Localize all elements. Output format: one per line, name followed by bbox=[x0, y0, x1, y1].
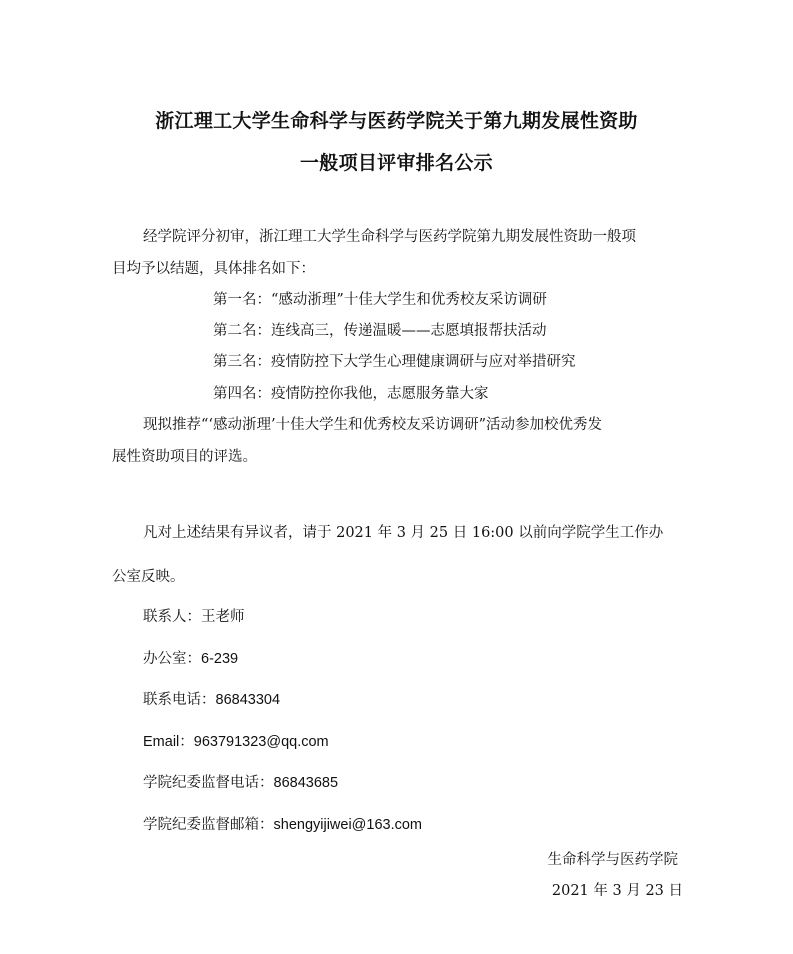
supervision-email-value[interactable]: shengyijiwei@163.com bbox=[273, 817, 423, 833]
contact-phone-label: 联系电话： bbox=[143, 692, 216, 708]
contact-office bbox=[143, 649, 238, 669]
contact-email-value[interactable]: 963791323@qq.com bbox=[193, 734, 329, 750]
ranking-item-1: 第一名：“感动浙理”十佳大学生和优秀校友采访调研 bbox=[213, 292, 547, 308]
contact-office-label: 办公室： bbox=[143, 651, 201, 667]
contact-person bbox=[143, 607, 245, 627]
supervision-phone-label: 学院纪委监督电话： bbox=[143, 775, 274, 791]
recommendation-line-1: 现拟推荐“‘感动浙理’十佳大学生和优秀校友采访调研”活动参加校优秀发 bbox=[143, 417, 603, 433]
recommendation-line-2: 展性资助项目的评选。 bbox=[112, 449, 257, 465]
contact-phone bbox=[143, 690, 280, 710]
ranking-item-2: 第二名：连线高三，传递温暖——志愿填报帮扶活动 bbox=[213, 323, 547, 339]
objection-notice-line-2: 公室反映。 bbox=[112, 569, 185, 585]
intro-paragraph-line-1: 经学院评分初审，浙江理工大学生命科学与医药学院第九期发展性资助一般项 bbox=[143, 229, 636, 245]
contact-email-label: Email： bbox=[143, 734, 194, 750]
intro-paragraph-line-2: 目均予以结题，具体排名如下： bbox=[112, 261, 315, 277]
contact-office-value: 6-239 bbox=[201, 651, 239, 667]
ranking-item-4: 第四名：疫情防控你我他，志愿服务靠大家 bbox=[213, 386, 489, 402]
contact-email bbox=[143, 732, 329, 752]
signature-organization: 生命科学与医药学院 bbox=[547, 852, 678, 868]
contact-phone-value: 86843304 bbox=[215, 692, 281, 708]
ranking-item-3: 第三名：疫情防控下大学生心理健康调研与应对举措研究 bbox=[213, 354, 576, 370]
contact-person-value: 王老师 bbox=[201, 609, 245, 625]
document-title-line-2: 一般项目评审排名公示 bbox=[299, 152, 493, 174]
signature-date: 2021 年 3 月 23 日 bbox=[551, 883, 683, 899]
document-title-line-1: 浙江理工大学生命科学与医药学院关于第九期发展性资助 bbox=[155, 110, 638, 132]
supervision-email bbox=[143, 815, 422, 835]
supervision-email-label: 学院纪委监督邮箱： bbox=[143, 817, 274, 833]
supervision-phone bbox=[143, 773, 338, 793]
objection-notice-line-1: 凡对上述结果有异议者，请于 2021 年 3 月 25 日 16:00 以前向学院学生工作办 bbox=[143, 525, 664, 541]
supervision-phone-value: 86843685 bbox=[273, 775, 339, 791]
contact-person-label: 联系人： bbox=[143, 609, 201, 625]
